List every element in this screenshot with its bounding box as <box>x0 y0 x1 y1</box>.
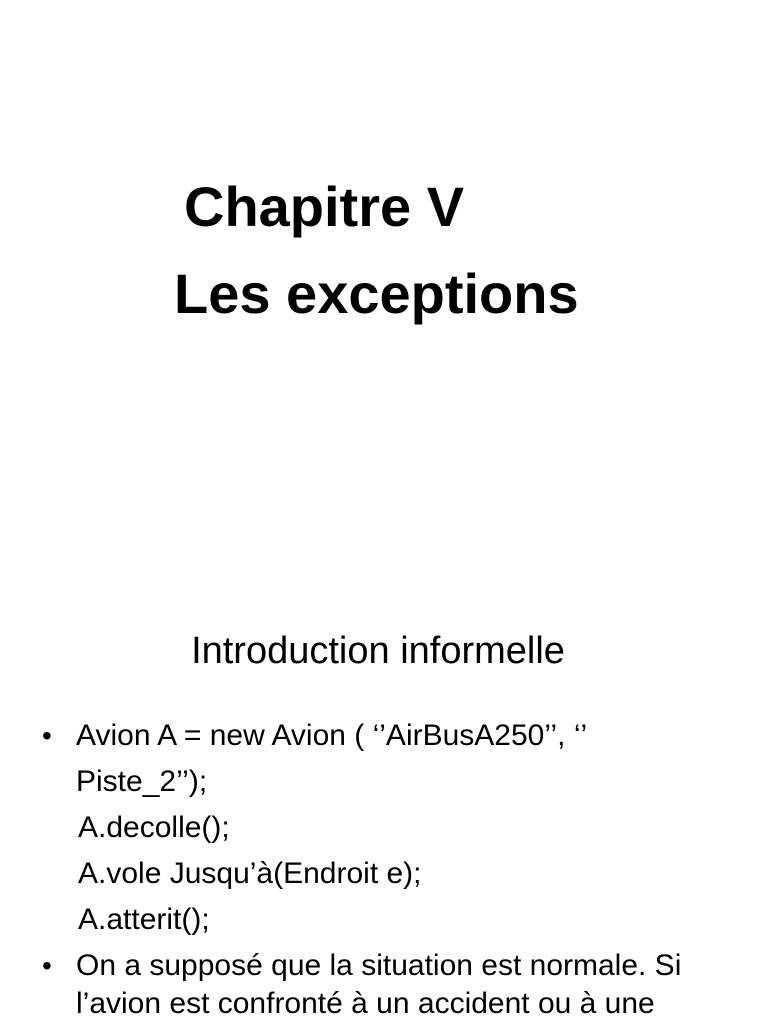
bullet-icon: • <box>42 720 52 751</box>
bullet-text-line: Avion A = new Avion ( ‘’AirBusA250’’, ‘’ <box>76 719 588 752</box>
code-line: A.vole Jusqu’à(Endroit e); <box>78 857 422 890</box>
bullet-text-line: On a supposé que la situation est normale. Si <box>76 949 682 982</box>
bullet-text-line: Piste_2’’); <box>76 765 208 798</box>
chapter-title: Chapitre V <box>184 175 465 238</box>
slide-heading: Introduction informelle <box>191 630 565 672</box>
bullet-icon: • <box>42 950 52 981</box>
bullet-text-line: l’avion est confronté à un accident ou à une <box>76 987 655 1020</box>
chapter-subtitle: Les exceptions <box>174 262 579 325</box>
code-line: A.decolle(); <box>78 811 230 844</box>
content-slide <box>0 560 768 1024</box>
code-line: A.atterit(); <box>78 903 210 936</box>
